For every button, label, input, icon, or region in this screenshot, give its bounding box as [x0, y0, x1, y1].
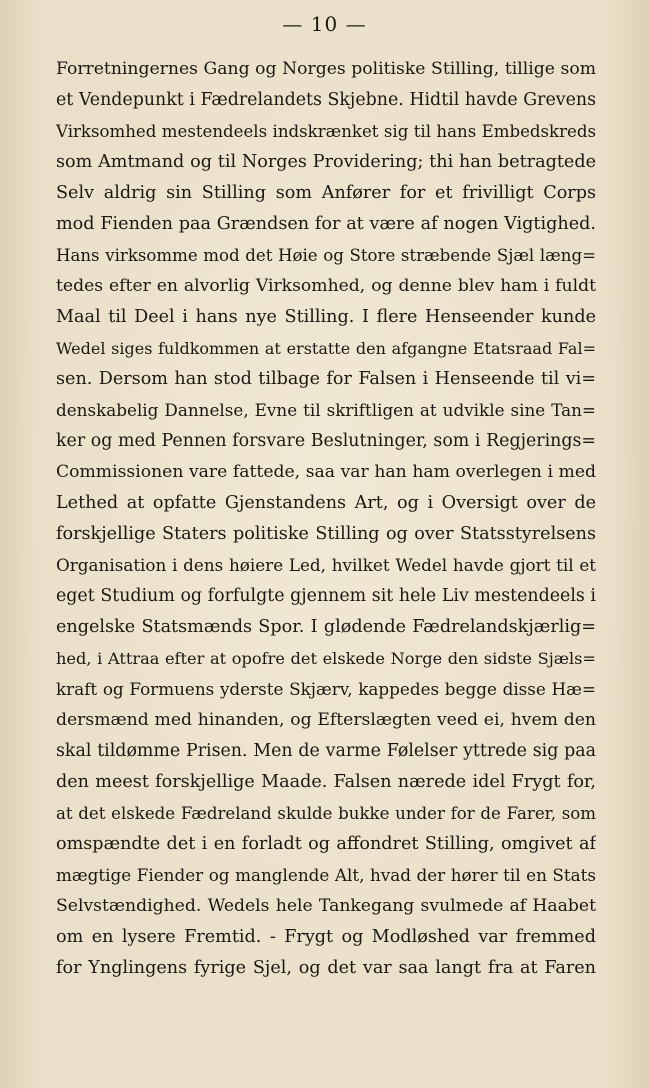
text-line: for Ynglingens fyrige Sjel, og det var saa langt fra at Faren — [56, 958, 596, 978]
text-line: som Amtmand og til Norges Providering; thi han betragtede — [56, 152, 596, 172]
text-line: engelske Statsmænds Spor. I glødende Fædrelandskjærlig= — [56, 617, 596, 637]
text-line: mod Fienden paa Grændsen for at være af nogen Vigtighed. — [56, 214, 596, 234]
text-line: Wedel siges fuldkommen at erstatte den afgangne Etatsraad Fal= — [56, 339, 596, 358]
text-line: eget Studium og forfulgte gjennem sit hele Liv mestendeels i — [56, 586, 596, 606]
text-line: omspændte det i en forladt og affondret Stilling, omgivet af — [56, 834, 596, 854]
text-line: Organisation i dens høiere Led, hvilket Wedel havde gjort til et — [56, 555, 596, 575]
text-line: Maal til Deel i hans nye Stilling. I flere Henseender kunde — [56, 307, 596, 327]
text-line: hed, i Attraa efter at opofre det elskede Norge den sidste Sjæls= — [56, 649, 596, 668]
text-line: sen. Dersom han stod tilbage for Falsen i Henseende til vi= — [56, 369, 596, 389]
text-line: forskjellige Staters politiske Stilling og over Statsstyrelsens — [56, 524, 596, 544]
text-line: dersmænd med hinanden, og Efterslægten veed ei, hvem den — [56, 710, 596, 730]
text-line: Hans virksomme mod det Høie og Store stræbende Sjæl læng= — [56, 246, 596, 265]
text-line: Commissionen vare fattede, saa var han ham overlegen i med — [56, 462, 596, 482]
text-line: den meest forskjellige Maade. Falsen nærede idel Frygt for, — [56, 772, 596, 792]
text-line: Forretningernes Gang og Norges politiske Stilling, tillige som — [56, 59, 596, 79]
body-text — [56, 54, 596, 984]
text-line: skal tildømme Prisen. Men de varme Følelser yttrede sig paa — [56, 741, 596, 761]
text-line: et Vendepunkt i Fædrelandets Skjebne. Hidtil havde Grevens — [56, 90, 596, 110]
text-line: Selvstændighed. Wedels hele Tankegang svulmede af Haabet — [56, 896, 596, 916]
text-line: kraft og Formuens yderste Skjærv, kappedes begge disse Hæ= — [56, 679, 596, 699]
text-line: Lethed at opfatte Gjenstandens Art, og i Oversigt over de — [56, 493, 596, 513]
text-line: at det elskede Fædreland skulde bukke under for de Farer, som — [56, 804, 596, 823]
text-line: om en lysere Fremtid. - Frygt og Modløshed var fremmed — [56, 927, 596, 947]
text-line: denskabelig Dannelse, Evne til skriftligen at udvikle sine Tan= — [56, 400, 596, 420]
text-line: tedes efter en alvorlig Virksomhed, og denne blev ham i fuldt — [56, 276, 596, 296]
page-number: — 10 — — [282, 12, 367, 36]
text-line: ker og med Pennen forsvare Beslutninger, som i Regjerings= — [56, 431, 596, 451]
text-line: Selv aldrig sin Stilling som Anfører for et frivilligt Corps — [56, 183, 596, 203]
text-line: Virksomhed mestendeels indskrænket sig til hans Embedskreds — [56, 122, 596, 141]
text-line: mægtige Fiender og manglende Alt, hvad der hører til en Stats — [56, 865, 596, 885]
